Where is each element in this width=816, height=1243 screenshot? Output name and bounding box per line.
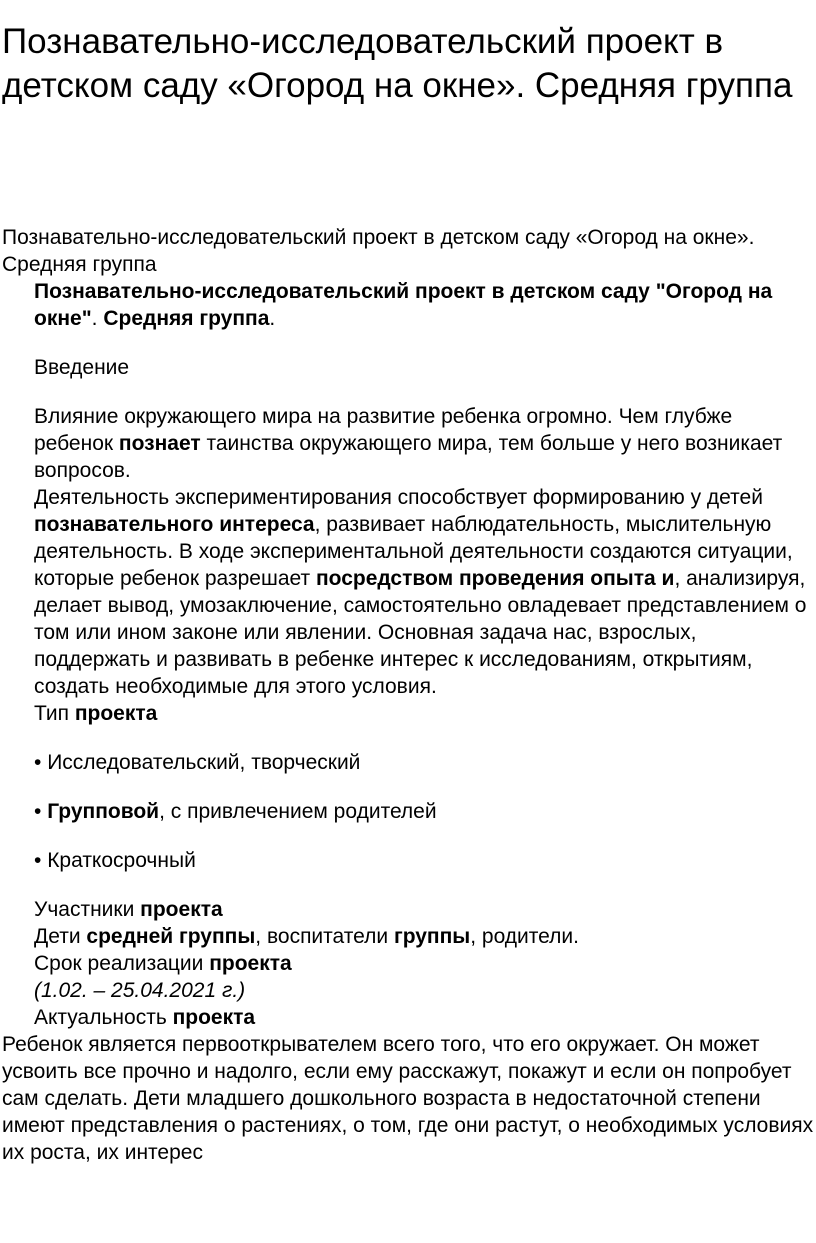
bullet-icon: • [34, 751, 48, 774]
section-label: Срок реализации [34, 952, 210, 975]
paragraph-text: Дети [34, 925, 87, 948]
paragraph-text: , развивает наблюдательность, мыслительную деятельность. В ходе экспериментальной деятельности создаются ситуации, которые ребенок разрешает [34, 513, 793, 590]
paragraph-experiment [2, 484, 814, 700]
paragraph-influence [2, 403, 814, 484]
bullet-icon: • [34, 800, 48, 823]
project-heading [2, 278, 814, 332]
list-item-bold: Групповой [47, 800, 160, 823]
section-heading-type [2, 700, 814, 727]
section-heading-term [2, 950, 814, 977]
paragraph-text: таинства окружающего мира, тем больше у него возникает вопросов. [34, 432, 783, 482]
section-label-bold: проекта [140, 898, 223, 921]
list-item-text: Краткосрочный [47, 849, 196, 872]
section-label-bold: проекта [209, 952, 292, 975]
paragraph-text: Деятельность экспериментирования способствует формированию у детей [34, 486, 763, 509]
intro-line: Познавательно-исследовательский проект в детском саду «Огород на окне». Средняя группа [2, 226, 755, 276]
project-heading-sep: . [91, 307, 104, 330]
paragraph-bold: посредством проведения опыта и [315, 567, 675, 590]
paragraph-text: , родители. [470, 925, 579, 948]
term-dates-text: (1.02. – 25.04.2021 г.) [34, 979, 246, 1002]
project-heading-bold-2: Средняя группа [103, 307, 270, 330]
document-body [2, 224, 814, 1166]
paragraph-bold: познавательного интереса [34, 513, 315, 536]
section-label-bold: проекта [74, 702, 158, 725]
section-label-bold: проекта [172, 1006, 256, 1029]
paragraph-bold: средней группы [86, 925, 256, 948]
project-heading-bold-1: Познавательно-исследовательский проект в детском саду "Огород на окне" [34, 280, 773, 330]
paragraph-relevance: Ребенок является первооткрывателем всего того, что его окружает. Он может усвоить все прочно и надолго, если ему расскажут, покажут и если он попробует сам сделать. Дети младшего дошкольного возраста в недостаточной степени имеют представления о растениях, о том, где они растут, о необходимых условиях их роста, их интерес [2, 1033, 814, 1164]
bullet-icon: • [34, 849, 48, 872]
section-heading-participants [2, 896, 814, 923]
paragraph-text: , анализируя, делает вывод, умозаключение, самостоятельно овладевает представлением о том или ином законе или явлении. Основная задача нас, взрослых, поддержать и развивать в ребенке интерес к исследованиям, открытиям, создать необходимые для этого условия. [34, 567, 807, 698]
paragraph-bold: познает [118, 432, 201, 455]
section-label: Актуальность [34, 1006, 173, 1029]
paragraph-text: Влияние окружающего мира на развитие ребенка огромно. Чем глубже ребенок [34, 405, 733, 455]
paragraph-text: , воспитатели [255, 925, 394, 948]
list-item [2, 749, 814, 776]
term-dates [2, 977, 814, 1004]
section-label: Тип [34, 702, 75, 725]
section-heading-introduction: Введение [34, 356, 130, 379]
project-heading-end: . [269, 307, 276, 330]
section-label: Участники [34, 898, 141, 921]
participants-line [2, 923, 814, 950]
list-item-text: Исследовательский, творческий [47, 751, 361, 774]
section-heading-relevance [2, 1004, 814, 1031]
paragraph-bold: группы [393, 925, 471, 948]
list-item-text: , с привлечением родителей [159, 800, 437, 823]
list-item [2, 798, 814, 825]
page-title: Познавательно-исследовательский проект в детском саду «Огород на окне». Средняя группа [2, 22, 793, 105]
list-item [2, 847, 814, 874]
